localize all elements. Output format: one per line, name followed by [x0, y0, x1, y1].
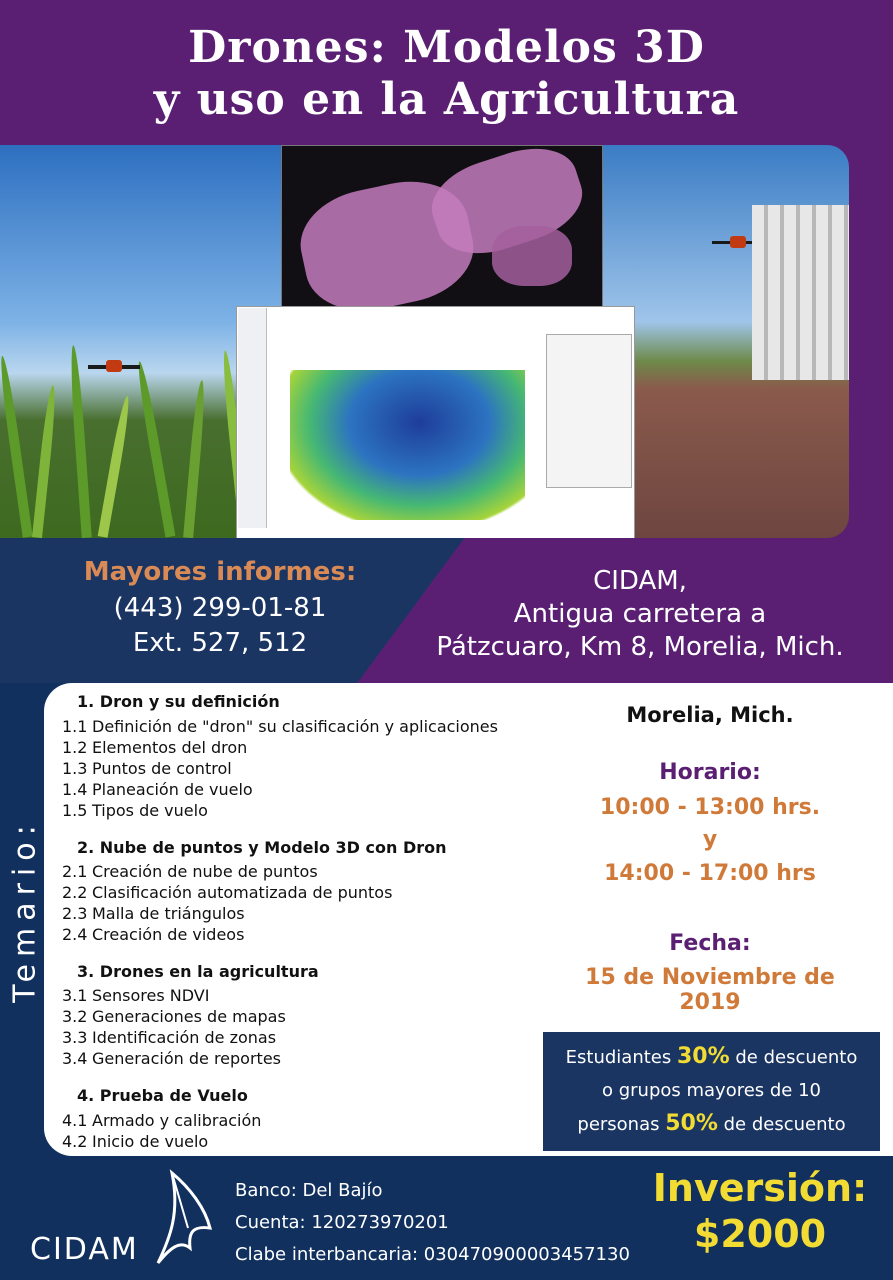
section-title: 3. Drones en la agricultura	[77, 962, 319, 981]
item-number: 2.2	[62, 883, 88, 902]
item-text: Tipos de vuelo	[92, 801, 208, 820]
discount-line-1: Estudiantes 30% de descuento	[565, 1044, 858, 1069]
item-text: Definición de "dron" su clasificación y aplicaciones	[92, 717, 498, 736]
bank-name: Banco: Del Bajío	[235, 1180, 383, 1201]
item-number: 3.1	[62, 986, 88, 1005]
drone-icon	[88, 365, 140, 369]
discount-students: 30%	[676, 1044, 730, 1069]
list-item	[62, 883, 392, 902]
investment-amount: $2000	[693, 1212, 827, 1256]
date-label: Fecha:	[669, 931, 751, 956]
section-title: 4. Prueba de Vuelo	[77, 1086, 248, 1105]
list-item	[62, 904, 245, 923]
item-number: 2.3	[62, 904, 88, 923]
gis-side-panel	[546, 334, 632, 488]
item-number: 2.1	[62, 862, 88, 881]
item-number: 3.4	[62, 1049, 88, 1068]
item-text: Clasificación automatizada de puntos	[92, 883, 393, 902]
item-text: Sensores NDVI	[92, 986, 210, 1005]
discount-groups: 50%	[665, 1111, 718, 1136]
investment-label: Inversión:	[652, 1166, 868, 1210]
michoacan-ndvi-map	[290, 370, 525, 520]
list-item	[62, 717, 498, 736]
item-text: Armado y calibración	[92, 1111, 262, 1130]
schedule-join: y	[702, 827, 718, 852]
list-item	[62, 986, 209, 1005]
item-text: Inicio de vuelo	[92, 1132, 209, 1151]
list-item	[62, 1111, 261, 1130]
butterfly-logo-icon	[150, 1168, 220, 1268]
info-title: Mayores informes:	[83, 557, 357, 587]
section-title: 1. Dron y su definición	[77, 692, 280, 711]
list-item	[62, 1028, 276, 1047]
item-number: 3.3	[62, 1028, 88, 1047]
list-item	[62, 1132, 208, 1151]
phone-number: (443) 299-01-81	[113, 593, 327, 623]
section-title: 2. Nube de puntos y Modelo 3D con Dron	[77, 838, 447, 857]
phone-extensions: Ext. 527, 512	[132, 628, 308, 658]
cidam-logo: CIDAM	[30, 1232, 139, 1267]
point-cloud-render	[281, 145, 603, 332]
event-place: Morelia, Mich.	[626, 703, 794, 727]
list-item	[62, 801, 208, 820]
item-text: Creación de videos	[92, 925, 245, 944]
bank-account: Cuenta: 120273970201	[235, 1212, 449, 1233]
discount-line-3: personas 50% de descuento	[577, 1111, 846, 1136]
item-number: 1.2	[62, 738, 88, 757]
item-number: 4.2	[62, 1132, 88, 1151]
address-line-1: CIDAM,	[593, 566, 687, 596]
item-number: 3.2	[62, 1007, 88, 1026]
item-number: 4.1	[62, 1111, 88, 1130]
schedule-afternoon: 14:00 - 17:00 hrs	[604, 861, 816, 886]
list-item	[62, 738, 247, 757]
item-text: Generación de reportes	[92, 1049, 281, 1068]
list-item	[62, 780, 253, 799]
address-line-3: Pátzcuaro, Km 8, Morelia, Mich.	[436, 632, 844, 662]
list-item	[62, 1049, 281, 1068]
item-number: 1.3	[62, 759, 88, 778]
list-item	[62, 1007, 286, 1026]
discount-line-2: o grupos mayores de 10	[601, 1080, 822, 1101]
item-number: 1.5	[62, 801, 88, 820]
title-line-2: y uso en la Agricultura	[153, 74, 740, 125]
schedule-label: Horario:	[659, 760, 761, 785]
event-date: 15 de Noviembre de 2019	[585, 965, 835, 1015]
item-text: Elementos del dron	[92, 738, 248, 757]
temario-label: Temario:	[7, 818, 43, 1003]
bank-clabe: Clabe interbancaria: 030470900003457130	[235, 1244, 630, 1265]
item-number: 1.1	[62, 717, 88, 736]
item-text: Generaciones de mapas	[92, 1007, 286, 1026]
item-number: 2.4	[62, 925, 88, 944]
arches-structure	[752, 205, 849, 380]
item-text: Identificación de zonas	[92, 1028, 277, 1047]
item-text: Puntos de control	[92, 759, 232, 778]
schedule-morning: 10:00 - 13:00 hrs.	[599, 795, 821, 820]
item-text: Creación de nube de puntos	[92, 862, 318, 881]
item-text: Planeación de vuelo	[92, 780, 253, 799]
item-number: 1.4	[62, 780, 88, 799]
list-item	[62, 759, 232, 778]
list-item	[62, 925, 244, 944]
address-line-2: Antigua carretera a	[513, 599, 767, 629]
item-text: Malla de triángulos	[92, 904, 245, 923]
list-item	[62, 862, 318, 881]
gis-layers-sidebar	[238, 308, 267, 528]
title-line-1: Drones: Modelos 3D	[188, 22, 705, 73]
